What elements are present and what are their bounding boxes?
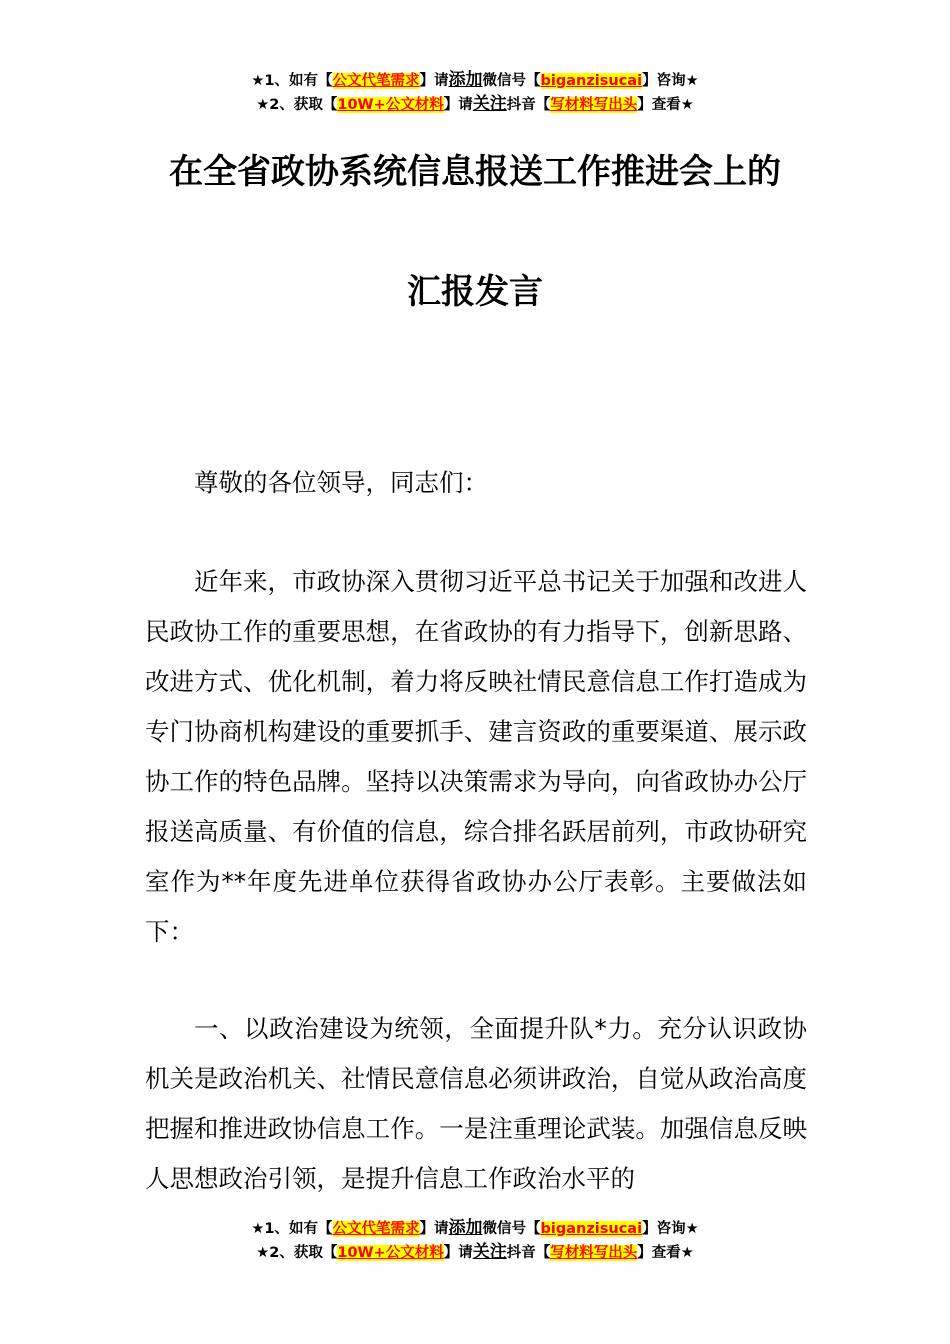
wechat-id-highlight: biganzisucai: [540, 1221, 643, 1237]
header-promo-banner: [0, 69, 950, 117]
materials-highlight: 10W+公文材料: [337, 97, 444, 113]
service-highlight: 公文代笔需求: [332, 73, 420, 89]
promo-line-2: ★2、获取【10W+公文材料】请关注抖音【写材料写出头】查看★: [256, 94, 694, 114]
promo-line-2: ★2、获取【10W+公文材料】请关注抖音【写材料写出头】查看★: [256, 1242, 694, 1262]
service-highlight: 公文代笔需求: [332, 1221, 420, 1237]
body-paragraph-section-1: 一、以政治建设为统领，全面提升队*力。充分认识政协机关是政治机关、社情民意信息必须讲政治，自觉从政治高度把握和推进政协信息工作。一是注重理论武装。加强信息反映人思想政治引领，是提升信息工作政治水平的: [145, 1014, 807, 1193]
wechat-id-highlight: biganzisucai: [540, 73, 643, 89]
body-paragraph-intro: 近年来，市政协深入贯彻习近平总书记关于加强和改进人民政协工作的重要思想，在省政协的有力指导下，创新思路、改进方式、优化机制，着力将反映社情民意信息工作打造成为专门协商机构建设的重要抓手、建言资政的重要渠道、展示政协工作的特色品牌。坚持以决策需求为导向，向省政协办公厅报送高质量、有价值的信息，综合排名跃居前列，市政协研究室作为**年度先进单位获得省政协办公厅表彰。主要做法如下：: [145, 567, 807, 946]
promo-line-1: ★1、如有【公文代笔需求】请添加微信号【biganzisucai】咨询★: [251, 70, 699, 90]
document-title-line-1: 在全省政协系统信息报送工作推进会上的: [169, 152, 781, 192]
footer-promo-banner: [0, 1217, 950, 1265]
salutation: 尊敬的各位领导，同志们：: [194, 468, 488, 497]
douyin-account-highlight: 写材料写出头: [550, 97, 638, 113]
materials-highlight: 10W+公文材料: [337, 1245, 444, 1261]
promo-line-1: ★1、如有【公文代笔需求】请添加微信号【biganzisucai】咨询★: [251, 1218, 699, 1238]
douyin-account-highlight: 写材料写出头: [550, 1245, 638, 1261]
document-title-line-2: 汇报发言: [407, 272, 543, 312]
